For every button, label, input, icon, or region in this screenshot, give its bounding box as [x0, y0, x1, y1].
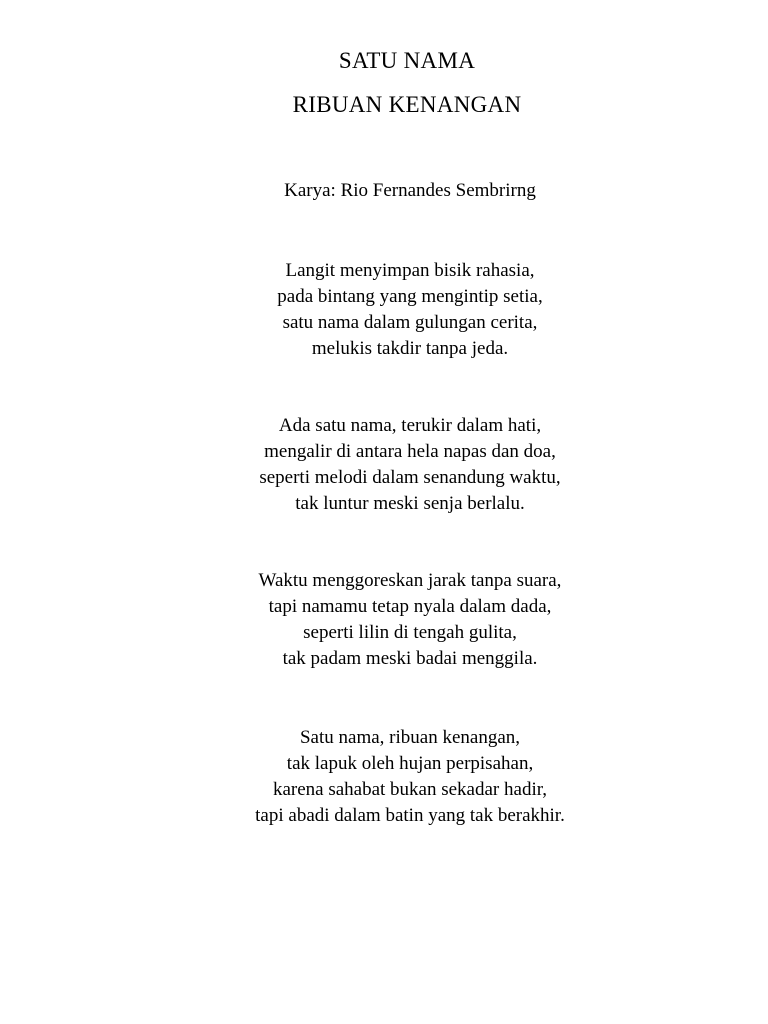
poem-line: Waktu menggoreskan jarak tanpa suara,	[258, 570, 562, 591]
author-line: Karya: Rio Fernandes Sembrirng	[284, 180, 536, 201]
stanza-4	[0, 725, 768, 829]
poem-line: pada bintang yang mengintip setia,	[277, 286, 543, 307]
poem-line: tak padam meski badai menggila.	[282, 648, 538, 669]
poem-line: tak luntur meski senja berlalu.	[295, 493, 525, 514]
stanza-3	[0, 568, 768, 672]
title-line-2: RIBUAN KENANGAN	[292, 92, 522, 117]
poem-line: tapi namamu tetap nyala dalam dada,	[268, 596, 552, 617]
stanza-1	[0, 258, 768, 362]
poem-line: mengalir di antara hela napas dan doa,	[264, 441, 556, 462]
title-line-1: SATU NAMA	[338, 48, 476, 73]
poem-line: melukis takdir tanpa jeda.	[311, 338, 509, 359]
poem-line: Langit menyimpan bisik rahasia,	[285, 260, 535, 281]
poem-line: Satu nama, ribuan kenangan,	[299, 727, 520, 748]
poem-line: Ada satu nama, terukir dalam hati,	[278, 415, 542, 436]
poem-line: seperti lilin di tengah gulita,	[303, 622, 517, 643]
poem-line: satu nama dalam gulungan cerita,	[282, 312, 538, 333]
poem-line: tak lapuk oleh hujan perpisahan,	[286, 753, 534, 774]
stanza-2	[0, 413, 768, 517]
poem-line: tapi abadi dalam batin yang tak berakhir.	[255, 805, 565, 826]
poem-line: karena sahabat bukan sekadar hadir,	[272, 779, 548, 800]
poem-line: seperti melodi dalam senandung waktu,	[259, 467, 561, 488]
